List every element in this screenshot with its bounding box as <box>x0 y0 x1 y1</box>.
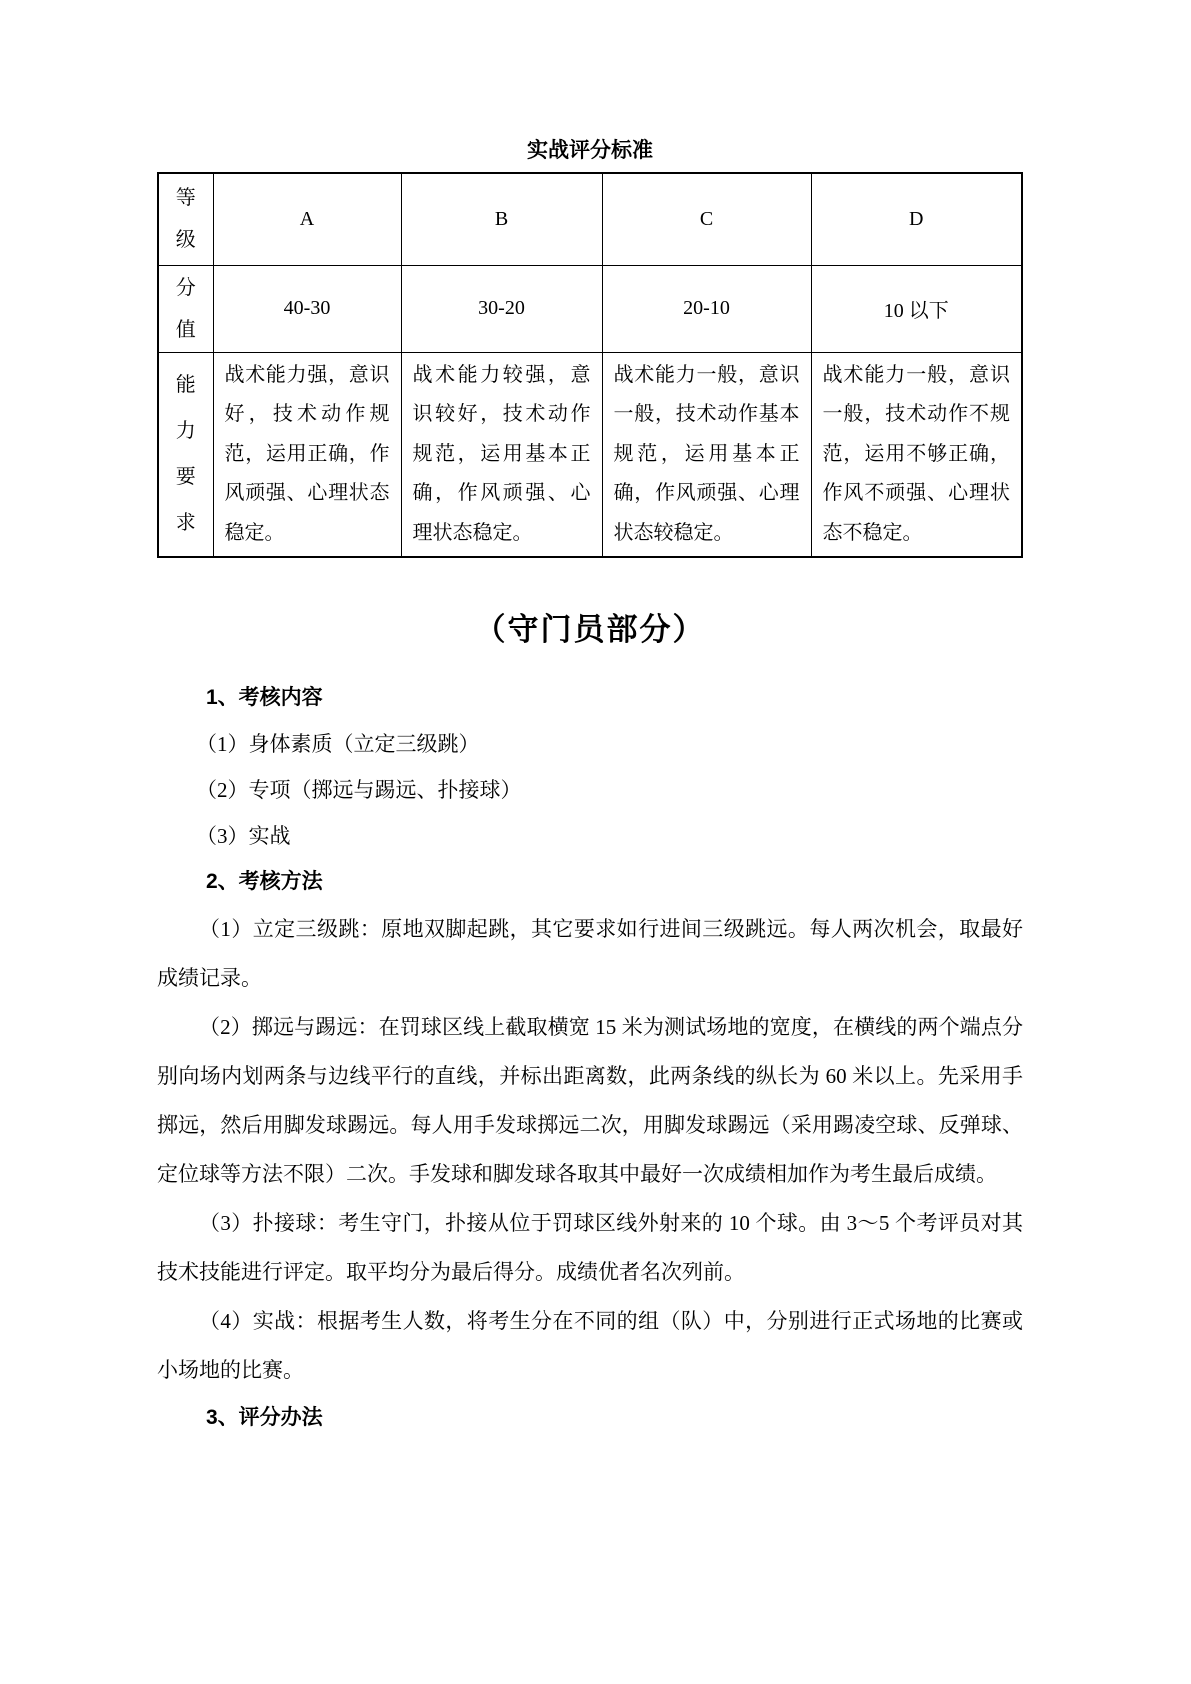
paragraph-standing-triple-jump: （1）立定三级跳：原地双脚起跳，其它要求如行进间三级跳远。每人两次机会，取最好成绩记录。 <box>157 917 1023 990</box>
grade-b-cell: B <box>401 173 602 265</box>
grade-row-header-cell <box>158 173 213 265</box>
ability-a-cell: 战术能力强，意识好，技术动作规范，运用正确，作风顽强、心理状态稳定。 <box>213 352 401 557</box>
list-item-practical: （3）实战 <box>196 824 291 848</box>
score-a-cell: 40-30 <box>213 265 401 352</box>
heading-exam-method: 2、考核方法 <box>206 870 323 893</box>
paragraph-catch-save: （3）扑接球：考生守门，扑接从位于罚球区线外射来的 10 个球。由 3～5 个考评员对其技术技能进行评定。取平均分为最后得分。成绩优者名次列前。 <box>157 1211 1023 1284</box>
heading-exam-content: 1、考核内容 <box>206 686 323 709</box>
table-row-score <box>158 265 1022 352</box>
table-row-grade <box>158 173 1022 265</box>
table-title: 实战评分标准 <box>527 138 653 162</box>
ability-d-cell: 战术能力一般，意识一般，技术动作不规范，运用不够正确，作风不顽强、心理状态不稳定。 <box>811 352 1022 557</box>
list-item-physical-quality: （1）身体素质（立定三级跳） <box>196 732 480 756</box>
grade-a-cell: A <box>213 173 401 265</box>
grade-d-cell: D <box>811 173 1022 265</box>
ability-row-label: 能力要求 <box>175 374 196 535</box>
list-item-special-skills: （2）专项（掷远与踢远、扑接球） <box>196 778 522 802</box>
score-row-header-cell <box>158 265 213 352</box>
ability-b-cell: 战术能力较强，意识较好，技术动作规范，运用基本正确，作风顽强、心理状态稳定。 <box>401 352 602 557</box>
ability-c-cell: 战术能力一般，意识一般，技术动作基本规范，运用基本正确，作风顽强、心理状态较稳定。 <box>602 352 811 557</box>
grade-row-label: 等级 <box>175 187 196 252</box>
paragraph-throw-and-kick: （2）掷远与踢远：在罚球区线上截取横宽 15 米为测试场地的宽度，在横线的两个端点分别向场内划两条与边线平行的直线，并标出距离数，此两条线的纵长为 60 米以上。先采用手掷远，然后用脚发球踢远。每人用手发球掷远二次，用脚发球踢远（采用踢凌空球、反弹球、定位球等方法不限）二次。手发球和脚发球各取其中最好一次成绩相加作为考生最后成绩。 <box>157 1015 1023 1186</box>
heading-scoring-method: 3、评分办法 <box>206 1406 323 1429</box>
ability-row-header-cell <box>158 352 213 557</box>
score-d-cell: 10 以下 <box>811 265 1022 352</box>
score-row-label: 分值 <box>175 276 196 341</box>
scoring-table <box>157 172 1023 558</box>
score-c-cell: 20-10 <box>602 265 811 352</box>
paragraph-practical-match: （4）实战：根据考生人数，将考生分在不同的组（队）中，分别进行正式场地的比赛或小场地的比赛。 <box>157 1309 1023 1382</box>
score-b-cell: 30-20 <box>401 265 602 352</box>
grade-c-cell: C <box>602 173 811 265</box>
table-row-ability <box>158 352 1022 557</box>
section-heading-goalkeeper: （守门员部分） <box>474 612 706 647</box>
